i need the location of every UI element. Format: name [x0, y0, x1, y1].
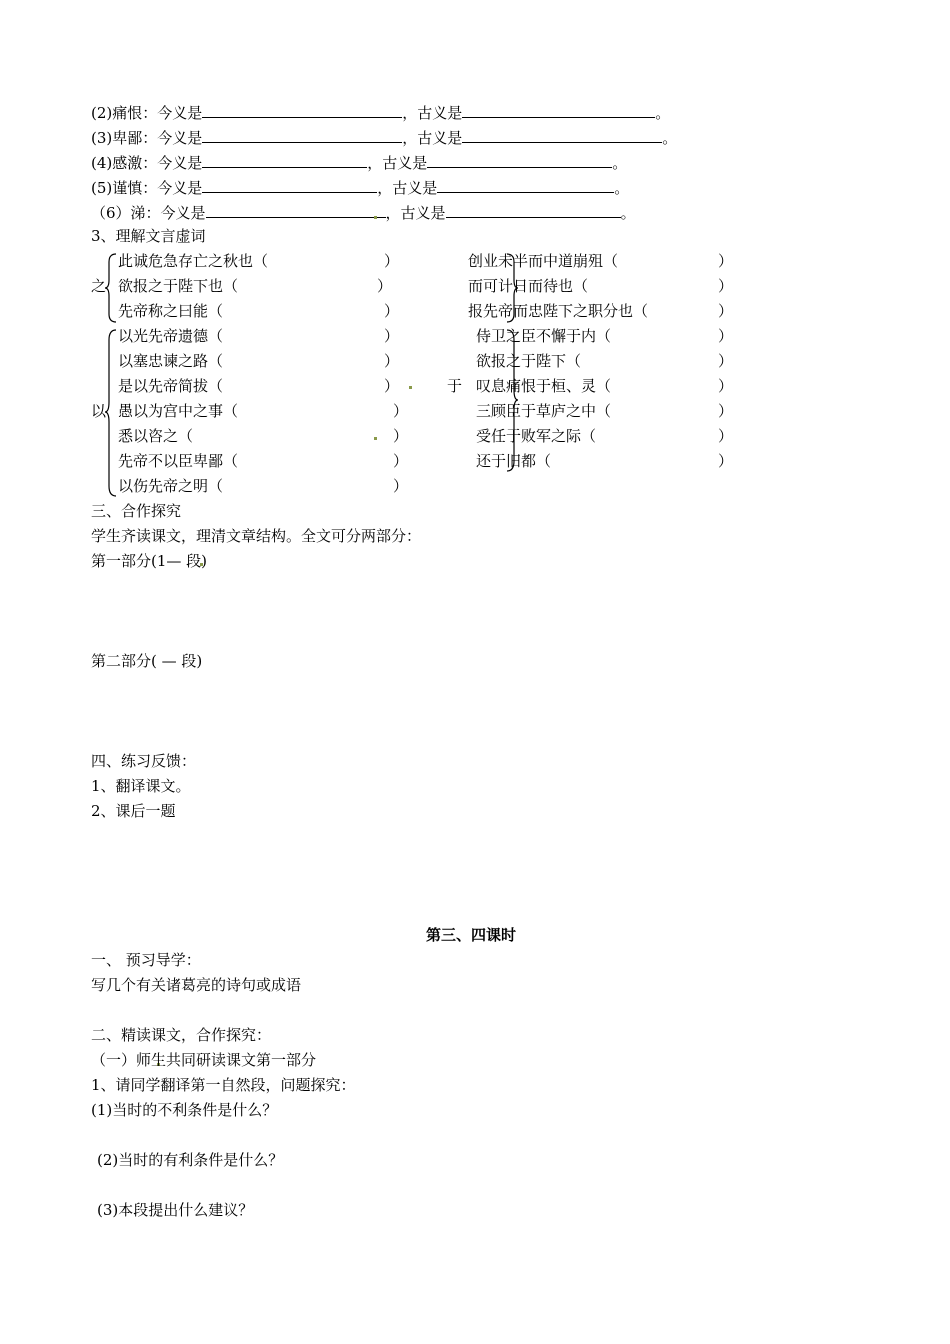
vocab-label: (5)谨慎：今义是: [91, 179, 203, 197]
mark-dot: [409, 386, 412, 389]
example-sentence: 而可计日而待也（: [468, 277, 589, 295]
close-paren: ）: [393, 402, 409, 420]
vocab-line: [91, 154, 627, 171]
part-two-label: 第二部分( — 段): [91, 652, 203, 670]
example-sentence: 此诚危急存亡之秋也（: [118, 252, 269, 270]
vocab-label: (3)卑鄙：今义是: [91, 129, 203, 147]
close-paren: ）: [718, 402, 734, 420]
close-paren: ）: [384, 302, 400, 320]
answer-blank[interactable]: [462, 104, 655, 118]
vocab-label: (2)痛恨：今义是: [91, 104, 203, 122]
paragraph: 学生齐读课文，理清文章结构。全文可分两部分：: [91, 527, 422, 545]
example-sentence: 以塞忠谏之路（: [118, 352, 224, 370]
question: (1)当时的不利条件是什么？: [91, 1101, 278, 1119]
answer-blank[interactable]: [446, 204, 621, 218]
vocab-line: [91, 204, 636, 221]
close-paren: ）: [718, 252, 734, 270]
close-paren: ）: [393, 427, 409, 445]
example-sentence: 还于旧都（: [476, 452, 552, 470]
vocab-end: 。: [620, 204, 636, 222]
close-paren: ）: [384, 327, 400, 345]
answer-blank[interactable]: [206, 204, 386, 218]
section-heading: 四、练习反馈：: [91, 752, 197, 770]
exercise-item: 1、翻译课文。: [91, 777, 191, 795]
vocab-label: （6）涕：今义是: [91, 204, 206, 222]
paragraph: 写几个有关诸葛亮的诗句或成语: [91, 976, 302, 994]
brace-icon: [104, 252, 118, 324]
example-sentence: 悉以咨之（: [118, 427, 194, 445]
example-sentence: 叹息痛恨于桓、灵（: [476, 377, 612, 395]
answer-blank[interactable]: [202, 179, 377, 193]
answer-blank[interactable]: [202, 154, 367, 168]
part-one-label: 第一部分(1— 段): [91, 552, 208, 570]
section-heading: 3、理解文言虚词: [91, 227, 206, 245]
example-sentence: 先帝称之曰能（: [118, 302, 224, 320]
vocab-end: 。: [612, 154, 628, 172]
close-paren: ）: [718, 427, 734, 445]
vocab-label: (4)感激：今义是: [91, 154, 203, 172]
vocab-mid: ，古义是: [402, 104, 463, 122]
example-sentence: 三顾臣于草庐之中（: [476, 402, 612, 420]
vocab-line: [91, 129, 677, 146]
close-paren: ）: [384, 252, 400, 270]
function-word-zhi: 之: [91, 277, 107, 295]
example-sentence: 欲报之于陛下也（: [118, 277, 239, 295]
question: (2)当时的有利条件是什么？: [97, 1151, 284, 1169]
section-heading: 二、精读课文，合作探究：: [91, 1026, 272, 1044]
close-paren: ）: [718, 302, 734, 320]
close-paren: ）: [718, 327, 734, 345]
answer-blank[interactable]: [202, 104, 402, 118]
subheading: （一）师生共同研读课文第一部分: [91, 1051, 317, 1069]
answer-blank[interactable]: [202, 129, 402, 143]
close-paren: ）: [718, 377, 734, 395]
question: (3)本段提出什么建议？: [97, 1201, 254, 1219]
vocab-mid: ，古义是: [377, 179, 438, 197]
section-heading: 一、 预习导学：: [91, 951, 201, 969]
vocab-line: [91, 179, 629, 196]
vocab-mid: ，古义是: [385, 204, 446, 222]
example-sentence: 报先帝而忠陛下之职分也（: [468, 302, 649, 320]
lesson-title: 第三、四课时: [426, 926, 517, 944]
example-sentence: 侍卫之臣不懈于内（: [476, 327, 612, 345]
example-sentence: 愚以为宫中之事（: [118, 402, 239, 420]
example-sentence: 创业未半而中道崩殂（: [468, 252, 619, 270]
vocab-mid: ，古义是: [367, 154, 428, 172]
vocab-end: 。: [655, 104, 671, 122]
vocab-end: 。: [662, 129, 678, 147]
brace-icon: [104, 328, 118, 498]
close-paren: ）: [393, 477, 409, 495]
answer-blank[interactable]: [427, 154, 612, 168]
example-sentence: 受任于败军之际（: [476, 427, 597, 445]
close-paren: ）: [377, 277, 393, 295]
function-word-yi: 以: [91, 402, 107, 420]
answer-blank[interactable]: [437, 179, 614, 193]
example-sentence: 以光先帝遗德（: [118, 327, 224, 345]
vocab-end: 。: [614, 179, 630, 197]
example-sentence: 欲报之于陛下（: [476, 352, 582, 370]
example-sentence: 先帝不以臣卑鄙（: [118, 452, 239, 470]
close-paren: ）: [718, 352, 734, 370]
example-sentence: 以伤先帝之明（: [118, 477, 224, 495]
close-paren: ）: [393, 452, 409, 470]
mark-dot: [374, 437, 377, 440]
close-paren: ）: [718, 452, 734, 470]
answer-blank[interactable]: [462, 129, 662, 143]
close-paren: ）: [384, 377, 400, 395]
exercise-item: 2、课后一题: [91, 802, 176, 820]
mark-dot: [374, 216, 377, 219]
section-heading: 三、合作探究: [91, 502, 182, 520]
example-sentence: 是以先帝简拔（: [118, 377, 224, 395]
close-paren: ）: [384, 352, 400, 370]
vocab-mid: ，古义是: [402, 129, 463, 147]
paragraph: 1、请同学翻译第一自然段，问题探究：: [91, 1076, 356, 1094]
function-word-yu: 于: [447, 377, 463, 395]
vocab-line: [91, 104, 670, 121]
close-paren: ）: [718, 277, 734, 295]
